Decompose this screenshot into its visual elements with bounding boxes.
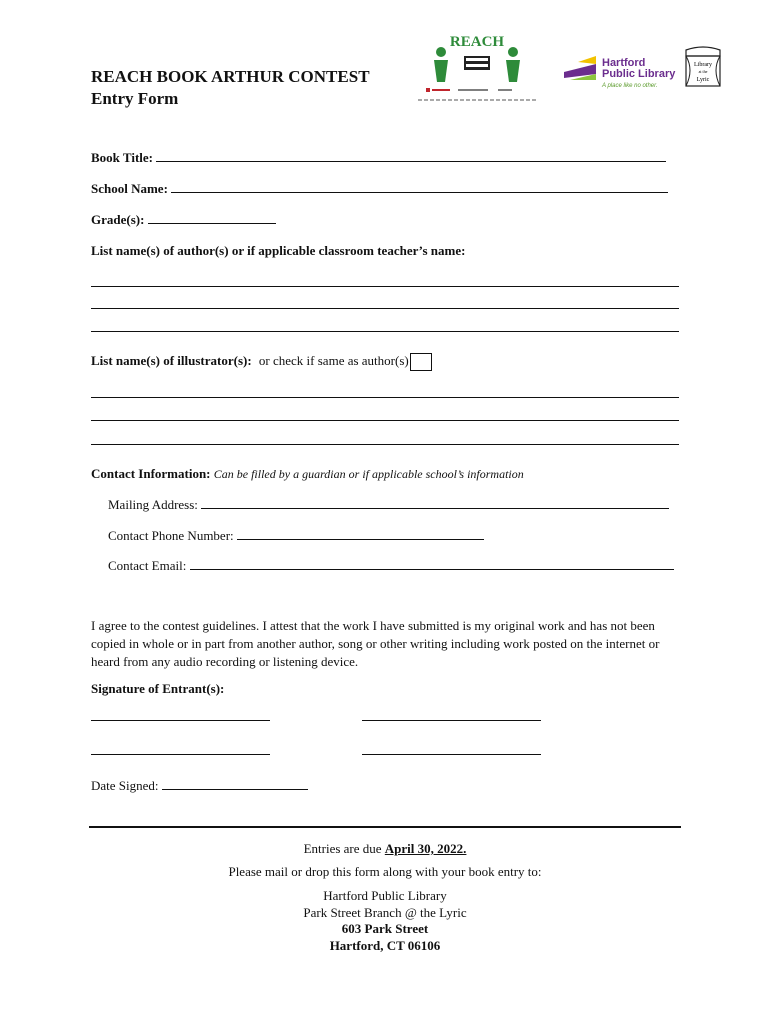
signature-line-3[interactable] [91,754,270,755]
grades-label: Grade(s): [91,212,145,227]
book-title-row [91,150,666,166]
school-name-label: School Name: [91,181,168,196]
authors-line-3[interactable] [91,331,679,332]
authors-label: List name(s) of author(s) or if applicable classroom teacher’s name: [91,243,466,258]
entry-form-subtitle: Entry Form [91,89,179,108]
school-name-input[interactable] [171,181,668,193]
authors-line-1[interactable] [91,286,679,287]
hpl-logo [562,54,680,90]
grades-input[interactable] [148,212,276,224]
illustrators-label: List name(s) of illustrator(s): [91,353,252,368]
email-row [108,558,674,574]
address-line-4: Hartford, CT 06106 [329,938,441,953]
lyric-logo [682,44,724,90]
address-line-1: Hartford Public Library [323,888,447,903]
date-signed-input[interactable] [162,778,308,790]
mailing-address-input[interactable] [201,497,669,509]
reach-logo-text: REACH [449,34,505,50]
mailing-address-label: Mailing Address: [108,497,198,512]
phone-row [108,528,484,544]
due-line [89,841,681,857]
agreement-text: I agree to the contest guidelines. I attest that the work I have submitted is my original work and has not been copied in whole or in part from another author, song or other writing including work posted on the internet or heard from any audio recording or listening device. [91,618,660,669]
signature-line-1[interactable] [91,720,270,721]
due-prefix: Entries are due [303,841,382,856]
contact-header [91,466,524,482]
reach-logo [412,30,542,106]
illustrators-row [91,353,432,371]
illustrators-check-label: or check if same as author(s) [258,353,409,368]
grades-row [91,212,276,228]
hpl-logo-line1: Hartford [602,57,646,69]
lyric-logo-line3: Lyric [696,77,710,83]
same-as-author-checkbox[interactable] [410,353,432,371]
date-signed-label: Date Signed: [91,778,159,793]
illustrators-line-1[interactable] [91,397,679,398]
email-input[interactable] [190,558,674,570]
mailing-address-row [108,497,669,513]
phone-label: Contact Phone Number: [108,528,234,543]
due-date: April 30, 2022. [384,841,467,856]
lyric-logo-line1: Library [694,62,712,68]
book-title-input[interactable] [156,150,666,162]
form-title [91,66,370,110]
mail-instruction: Please mail or drop this form along with your book entry to: [228,864,542,879]
contact-label: Contact Information: [91,466,211,481]
email-label: Contact Email: [108,558,187,573]
lyric-logo-line2: at the [698,69,708,74]
school-name-row [91,181,668,197]
address-line-3: 603 Park Street [341,921,429,936]
book-title-label: Book Title: [91,150,154,165]
authors-line-2[interactable] [91,308,679,309]
signature-label: Signature of Entrant(s): [91,681,225,696]
hpl-logo-line2: Public Library [602,68,676,80]
hpl-tagline: A place like no other. [602,83,658,89]
phone-input[interactable] [237,528,484,540]
illustrators-line-2[interactable] [91,420,679,421]
footer-divider [89,826,681,828]
address-line-2: Park Street Branch @ the Lyric [303,905,467,920]
contest-title: REACH BOOK ARTHUR CONTEST [91,67,370,86]
signature-line-2[interactable] [362,720,541,721]
illustrators-line-3[interactable] [91,444,679,445]
contact-note: Can be filled by a guardian or if applicable school’s information [213,467,524,481]
date-signed-row [91,778,308,794]
signature-line-4[interactable] [362,754,541,755]
